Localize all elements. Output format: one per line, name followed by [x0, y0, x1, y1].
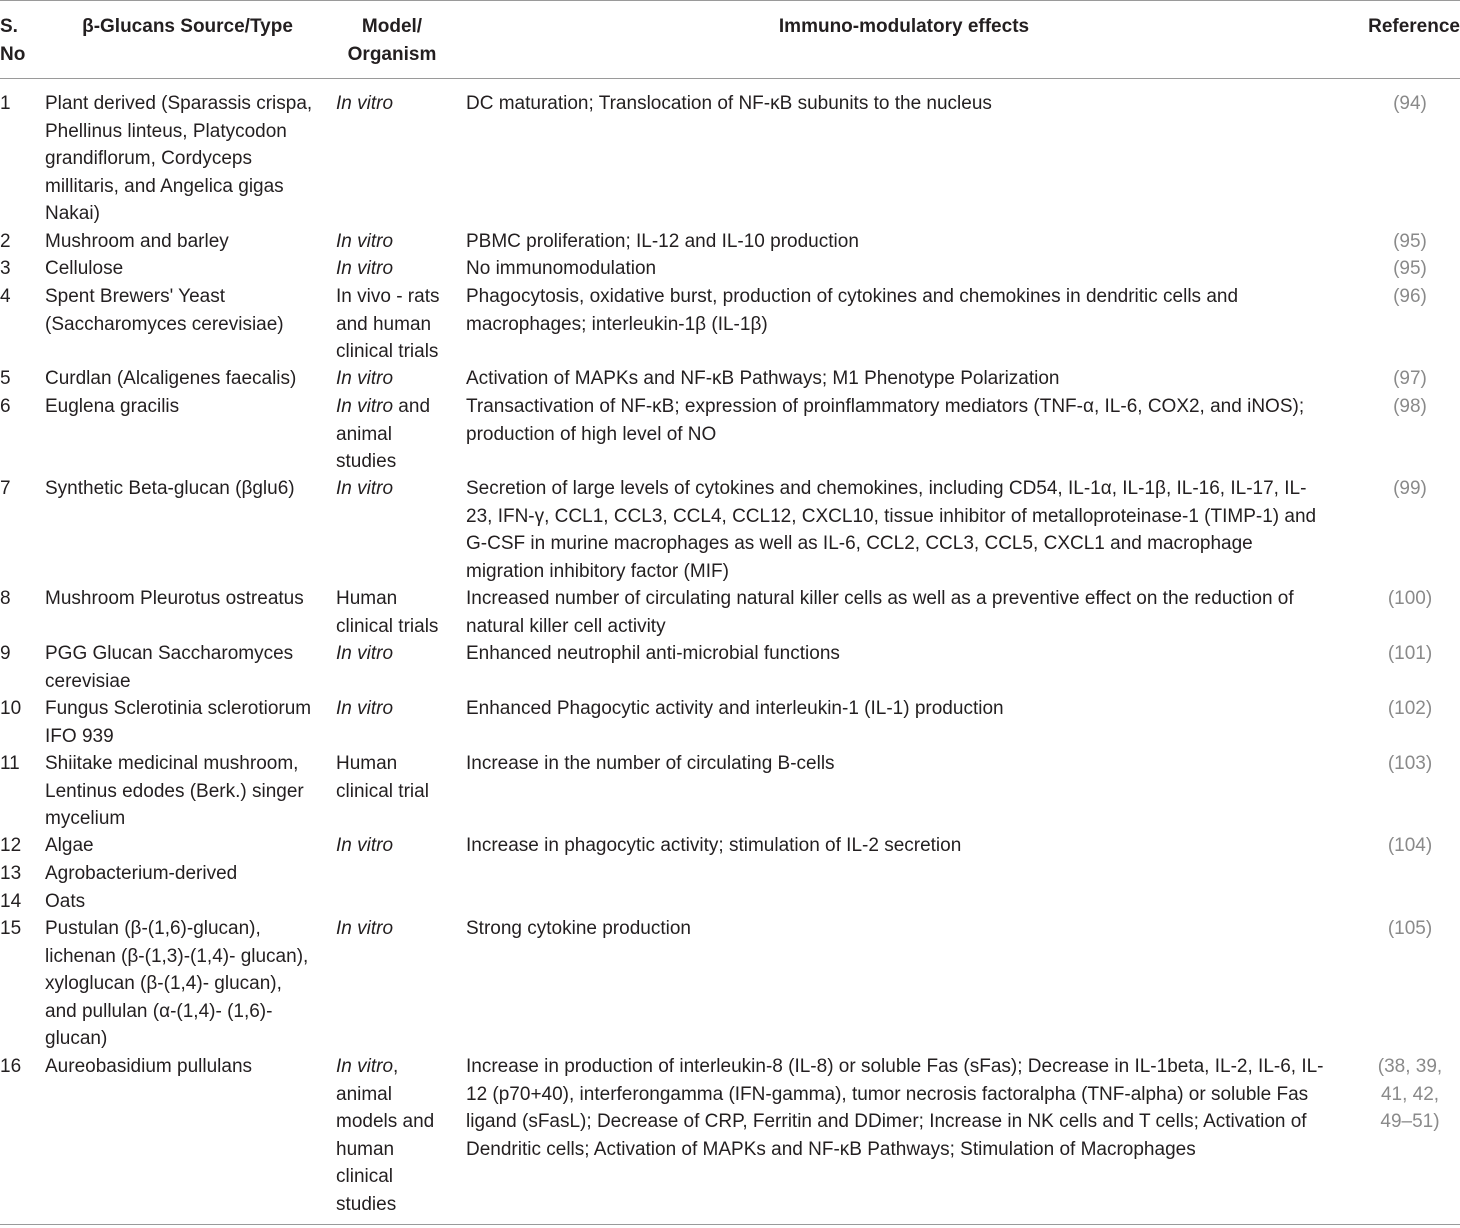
reference-cell-line: (102) [1387, 698, 1433, 719]
reference-cell [1362, 695, 1458, 723]
effects-cell-line: No immunomodulation [466, 258, 657, 279]
effects-cell-line: natural killer cell activity [466, 615, 666, 637]
model-cell [336, 283, 458, 366]
row-number: 2 [0, 231, 11, 252]
model-cell [336, 832, 458, 860]
model-cell [336, 475, 458, 503]
row-number: 1 [0, 93, 11, 114]
reference-cell [1362, 640, 1458, 668]
reference-cell [1362, 393, 1458, 421]
effects-cell-line: Activation of MAPKs and NF-κB Pathways; M1 Phenotype Polarization [466, 368, 1060, 389]
reference-cell-line: (99) [1393, 478, 1427, 499]
model-cell-line: clinical trials [336, 615, 439, 637]
row-number: 6 [0, 396, 11, 417]
effects-cell-line: PBMC proliferation; IL-12 and IL-10 production [466, 231, 859, 252]
source-cell-line: Oats [45, 891, 86, 912]
source-cell-line: Plant derived (Sparassis crispa, [45, 93, 313, 114]
reference-cell [1362, 832, 1458, 860]
model-cell [336, 90, 458, 118]
reference-cell-line: (97) [1393, 368, 1427, 389]
table-bottom-rule [0, 1224, 1460, 1225]
source-cell-line: Pustulan (β-(1,6)-glucan), [45, 918, 261, 939]
source-cell [45, 750, 330, 833]
source-cell-line: glucan) [45, 1028, 108, 1049]
source-cell-line: Cellulose [45, 258, 124, 279]
model-cell [336, 640, 458, 668]
source-cell-line: grandiflorum, Cordyceps [45, 148, 252, 169]
source-cell [45, 255, 330, 283]
source-cell-line: Phellinus linteus, Platycodon [45, 120, 287, 142]
model-cell [336, 750, 458, 805]
model-cell [336, 255, 458, 283]
source-cell-line: cerevisiae [45, 670, 131, 692]
effects-cell [466, 695, 1351, 723]
header-sno: S. No [0, 16, 26, 65]
header-source: β-Glucans Source/Type [82, 16, 293, 37]
source-cell-line: (Saccharomyces cerevisiae) [45, 313, 284, 335]
reference-cell [1362, 475, 1458, 503]
reference-cell [1362, 228, 1458, 256]
model-cell-line: In vitro [336, 93, 394, 114]
source-cell [45, 393, 330, 421]
model-cell [336, 585, 458, 640]
reference-cell-line: (94) [1393, 93, 1427, 114]
model-cell-line: In vitro [336, 698, 394, 719]
row-number: 8 [0, 588, 11, 609]
row-number: 7 [0, 478, 11, 499]
effects-cell [466, 255, 1351, 283]
effects-cell [466, 832, 1351, 860]
reference-cell [1362, 1053, 1458, 1136]
header-rule [0, 78, 1460, 79]
source-cell [45, 860, 330, 888]
model-cell-line: In vitro, [336, 1056, 399, 1077]
effects-cell [466, 1053, 1351, 1163]
source-cell-line: Nakai) [45, 203, 100, 224]
model-cell-line: In vitro [336, 643, 394, 664]
reference-cell [1362, 915, 1458, 943]
effects-cell [466, 915, 1351, 943]
source-cell [45, 228, 330, 256]
row-number: 12 [0, 835, 22, 856]
effects-cell-line: 23, IFN-γ, CCL1, CCL3, CCL4, CCL12, CXCL10, tissue inhibitor of metalloproteinase-1 (TIMP-1) and [466, 505, 1317, 527]
source-cell-line: PGG Glucan Saccharomyces [45, 643, 294, 664]
model-cell-line: In vivo - rats [336, 286, 440, 307]
source-cell-line: Aureobasidium pullulans [45, 1056, 253, 1077]
effects-cell [466, 228, 1351, 256]
source-cell-line: Algae [45, 835, 94, 856]
row-number: 13 [0, 863, 22, 884]
source-cell [45, 283, 330, 338]
effects-cell-line: Enhanced Phagocytic activity and interleukin-1 (IL-1) production [466, 698, 1004, 719]
effects-cell-line: migration inhibitory factor (MIF) [466, 560, 729, 582]
effects-cell [466, 90, 1351, 118]
source-cell [45, 475, 330, 503]
source-cell-line: Mushroom and barley [45, 231, 229, 252]
header-model: Model/ Organism [347, 16, 437, 65]
reference-cell-line: (38, 39, [1377, 1056, 1443, 1077]
model-cell-line: human [336, 1138, 395, 1160]
model-cell-line: animal [336, 423, 392, 445]
source-cell [45, 832, 330, 860]
effects-cell-line: Increase in the number of circulating B-cells [466, 753, 835, 774]
reference-cell-line: (100) [1387, 588, 1433, 609]
header-effects: Immuno-modulatory effects [778, 16, 1030, 37]
effects-cell-line: Increased number of circulating natural killer cells as well as a preventive effect on the reduction of [466, 588, 1294, 609]
effects-cell-line: Increase in phagocytic activity; stimulation of IL-2 secretion [466, 835, 962, 856]
source-cell [45, 695, 330, 750]
effects-cell-line: production of high level of NO [466, 423, 717, 445]
source-cell-line: Mushroom Pleurotus ostreatus [45, 588, 304, 609]
reference-cell [1362, 750, 1458, 778]
source-cell-line: mycelium [45, 808, 126, 829]
row-number: 14 [0, 891, 22, 912]
reference-cell-line: 41, 42, [1380, 1083, 1440, 1105]
source-cell [45, 1053, 330, 1081]
source-cell-line: Agrobacterium-derived [45, 863, 238, 884]
reference-cell-line: 49–51) [1380, 1111, 1440, 1132]
source-cell-line: Fungus Sclerotinia sclerotiorum [45, 698, 312, 719]
effects-cell-line: G-CSF in murine macrophages as well as IL-6, CCL2, CCL3, CCL5, CXCL1 and macrophage [466, 533, 1253, 554]
reference-cell-line: (95) [1393, 258, 1427, 279]
model-cell-line: models and [336, 1111, 435, 1132]
source-cell [45, 888, 330, 916]
reference-cell [1362, 283, 1458, 311]
model-cell-line: clinical trial [336, 780, 429, 802]
source-cell [45, 585, 330, 613]
model-cell-line: In vitro [336, 368, 394, 389]
effects-cell-line: Strong cytokine production [466, 918, 691, 939]
row-number: 11 [0, 753, 20, 774]
source-cell [45, 915, 330, 1053]
model-cell-line: In vitro [336, 231, 394, 252]
reference-cell-line: (98) [1393, 396, 1427, 417]
effects-cell-line: Secretion of large levels of cytokines and chemokines, including CD54, IL-1α, IL-1β, IL-16, IL-17, IL- [466, 478, 1307, 499]
source-cell [45, 90, 330, 228]
model-cell-line: Human [336, 753, 398, 774]
model-cell [336, 393, 458, 476]
reference-cell-line: (105) [1387, 918, 1433, 939]
reference-cell [1362, 365, 1458, 393]
model-cell-line: In vitro [336, 918, 394, 939]
model-cell-line: clinical [336, 1166, 394, 1187]
source-cell-line: Curdlan (Alcaligenes faecalis) [45, 368, 297, 389]
reference-cell [1362, 585, 1458, 613]
model-cell-line: and human [336, 313, 432, 335]
model-cell [336, 228, 458, 256]
source-cell-line: Lentinus edodes (Berk.) singer [45, 780, 304, 802]
effects-cell-line: Enhanced neutrophil anti-microbial functions [466, 643, 840, 664]
row-number: 3 [0, 258, 11, 279]
source-cell-line: lichenan (β-(1,3)-(1,4)- glucan), [45, 945, 309, 967]
model-cell [336, 695, 458, 723]
effects-cell-line: Transactivation of NF-κB; expression of proinflammatory mediators (TNF-α, IL-6, COX2, and iNOS); [466, 396, 1305, 417]
row-number: 16 [0, 1056, 22, 1077]
source-cell [45, 640, 330, 695]
reference-cell [1362, 255, 1458, 283]
effects-cell-line: Phagocytosis, oxidative burst, production of cytokines and chemokines in dendritic cells and [466, 286, 1239, 307]
effects-cell [466, 365, 1351, 393]
reference-cell-line: (96) [1393, 286, 1427, 307]
table-top-rule [0, 0, 1460, 1]
header-reference: Reference [1368, 16, 1460, 37]
source-cell-line: Spent Brewers' Yeast [45, 286, 226, 307]
source-cell-line: Shiitake medicinal mushroom, [45, 753, 299, 774]
source-cell-line: xyloglucan (β-(1,4)- glucan), [45, 973, 282, 994]
row-number: 9 [0, 643, 11, 664]
source-cell-line: and pullulan (α-(1,4)- (1,6)- [45, 1000, 273, 1022]
effects-cell-line: 12 (p70+40), interferongamma (IFN-gamma), tumor necrosis factoralpha (TNF-alpha) or soluble Fas [466, 1083, 1309, 1105]
effects-cell-line: ligand (sFasL); Decrease of CRP, Ferritin and DDimer; Increase in NK cells and T cells; Activation of [466, 1111, 1307, 1132]
reference-cell [1362, 90, 1458, 118]
model-cell [336, 365, 458, 393]
model-cell-line: studies [336, 451, 397, 472]
source-cell-line: Euglena gracilis [45, 396, 180, 417]
model-cell [336, 915, 458, 943]
model-cell-line: Human [336, 588, 398, 609]
model-cell-line: studies [336, 1193, 397, 1215]
model-cell-line: In vitro [336, 835, 394, 856]
source-cell-line: Synthetic Beta-glucan (βglu6) [45, 478, 295, 499]
effects-cell-line: DC maturation; Translocation of NF-κB subunits to the nucleus [466, 93, 992, 114]
row-number: 15 [0, 918, 22, 939]
row-number: 4 [0, 286, 11, 307]
model-cell-line: In vitro and [336, 396, 431, 417]
model-cell-line: In vitro [336, 258, 394, 279]
effects-cell [466, 475, 1351, 585]
model-cell-line: animal [336, 1083, 392, 1105]
effects-cell-line: Increase in production of interleukin-8 (IL-8) or soluble Fas (sFas); Decrease in IL-1beta, IL-2, IL-6, IL- [466, 1056, 1324, 1077]
model-cell-line: clinical trials [336, 341, 439, 362]
effects-cell [466, 640, 1351, 668]
effects-cell [466, 585, 1351, 640]
source-cell-line: IFO 939 [45, 725, 114, 747]
reference-cell-line: (104) [1387, 835, 1433, 856]
effects-cell-line: macrophages; interleukin-1β (IL-1β) [466, 313, 768, 335]
row-number: 10 [0, 698, 22, 719]
reference-cell-line: (101) [1387, 643, 1433, 664]
effects-cell [466, 283, 1351, 338]
reference-cell-line: (95) [1393, 231, 1427, 252]
effects-cell [466, 750, 1351, 778]
source-cell [45, 365, 330, 393]
model-cell [336, 1053, 458, 1218]
source-cell-line: millitaris, and Angelica gigas [45, 175, 284, 197]
model-cell-line: In vitro [336, 478, 394, 499]
reference-cell-line: (103) [1387, 753, 1433, 774]
row-number: 5 [0, 368, 11, 389]
effects-cell [466, 393, 1351, 448]
effects-cell-line: Dendritic cells; Activation of MAPKs and NF-κB Pathways; Stimulation of Macrophages [466, 1138, 1196, 1160]
